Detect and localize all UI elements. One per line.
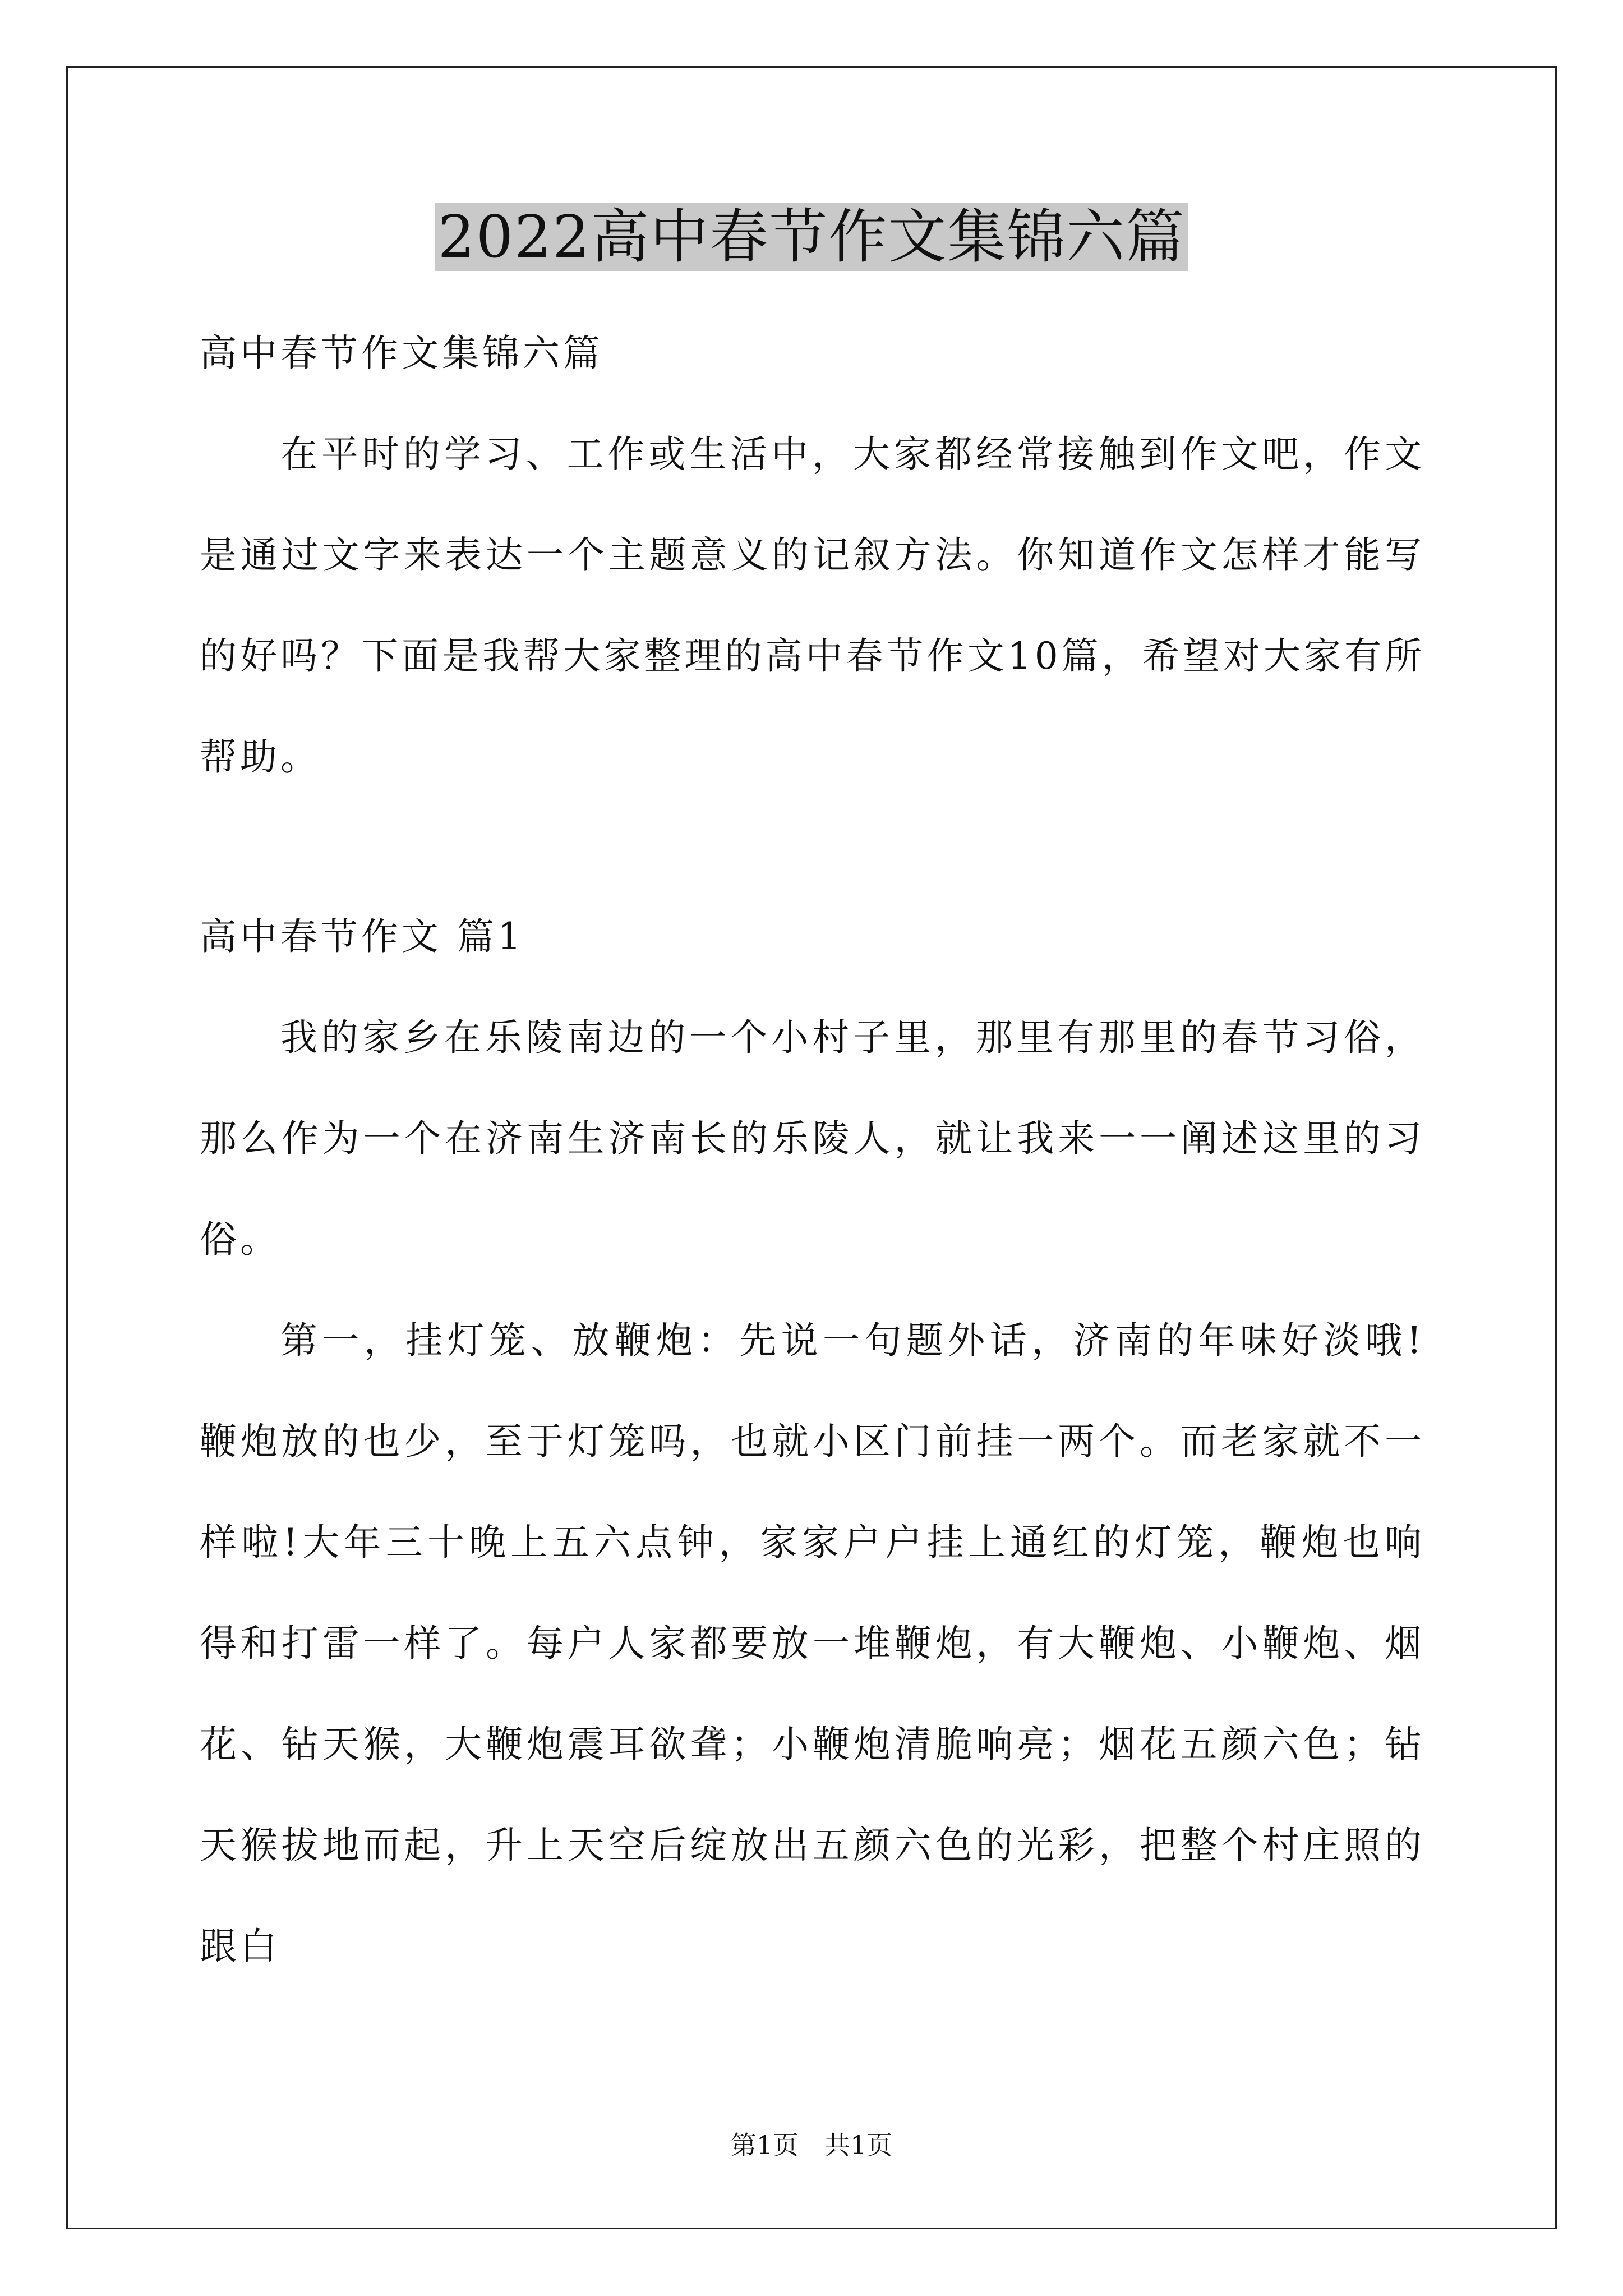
- page-number: 第1页 共1页: [730, 2130, 893, 2160]
- document-title: 2022高中春节作文集锦六篇: [435, 203, 1189, 271]
- document-body: [200, 303, 1425, 1997]
- document-title-wrapper: [0, 197, 1623, 276]
- body-paragraph-1: 我的家乡在乐陵南边的一个小村子里，那里有那里的春节习俗，那么作为一个在济南生济南长的乐陵人，就让我来一一阐述这里的习俗。: [200, 1016, 1425, 1261]
- intro-paragraph: 在平时的学习、工作或生活中，大家都经常接触到作文吧，作文是通过文字来表达一个主题意义的记叙方法。你知道作文怎样才能写的好吗？下面是我帮大家整理的高中春节作文10篇，希望对大家有所帮助。: [200, 432, 1425, 779]
- section-spacer: [200, 808, 1425, 886]
- body-paragraph-2: 第一，挂灯笼、放鞭炮：先说一句题外话，济南的年味好淡哦!鞭炮放的也少，至于灯笼吗，也就小区门前挂一两个。而老家就不一样啦!大年三十晚上五六点钟，家家户户挂上通红的灯笼，鞭炮也响得和打雷一样了。每户人家都要放一堆鞭炮，有大鞭炮、小鞭炮、烟花、钻天猴，大鞭炮震耳欲聋；小鞭炮清脆响亮；烟花五颜六色；钻天猴拔地而起，升上天空后绽放出五颜六色的光彩，把整个村庄照的跟白: [200, 1319, 1425, 1968]
- page-footer: [0, 2128, 1623, 2162]
- document-subtitle: 高中春节作文集锦六篇: [200, 332, 603, 375]
- section-heading: 高中春节作文 篇1: [200, 915, 524, 958]
